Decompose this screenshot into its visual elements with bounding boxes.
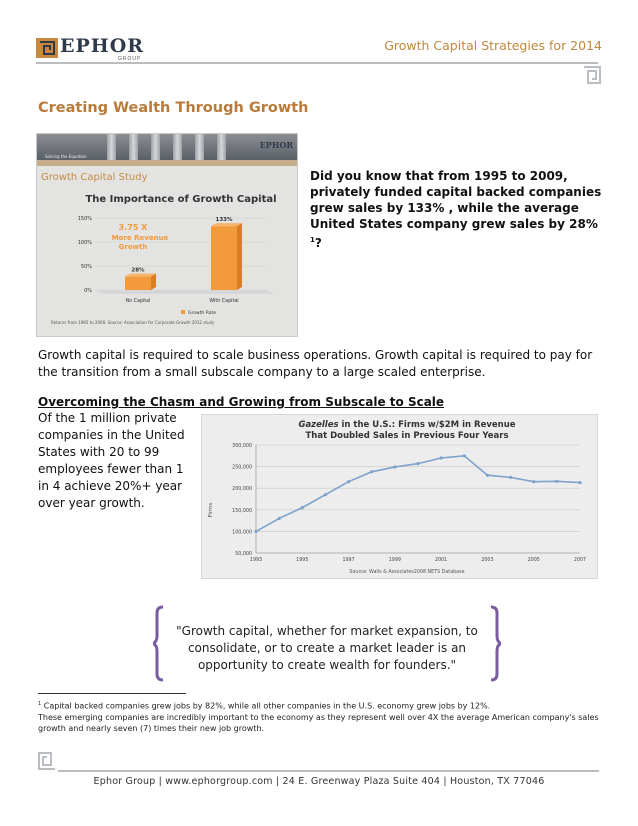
- gazelles-series-line: [256, 456, 580, 532]
- y-tick-label: 250,000: [232, 465, 252, 471]
- data-point: [440, 456, 443, 459]
- data-point: [301, 506, 304, 509]
- x-tick-label: 2001: [435, 558, 448, 563]
- footnote-marker: 1: [38, 701, 42, 707]
- section-title: Creating Wealth Through Growth: [38, 100, 309, 116]
- footer-divider: [58, 770, 599, 772]
- gaz-ylabel: Firms: [208, 502, 214, 518]
- x-tick-label: 2003: [481, 558, 494, 563]
- data-point: [416, 462, 419, 465]
- x-tick-label: 2005: [527, 558, 540, 563]
- gaz-title-line-1: Gazelles in the U.S.: Firms w/$2M in Revenue: [298, 420, 516, 430]
- y-tick-label: 200,000: [232, 487, 252, 493]
- data-point: [555, 480, 558, 483]
- footnote-line-2: These emerging companies are incredibly important to the economy as they represent well over 4X the average American company's sales growth and nearly seven (7) times their new job growth.: [38, 712, 599, 733]
- bar: [125, 277, 151, 290]
- footnote-line-1: Capital backed companies grew jobs by 82%, while all other companies in the U.S. economy grew jobs by 12%.: [41, 701, 491, 711]
- data-point: [393, 465, 396, 468]
- data-point: [509, 476, 512, 479]
- y-tick-label: 0%: [84, 288, 92, 294]
- study-banner-logo: EPHOR: [259, 140, 293, 150]
- x-tick-label: 1999: [388, 558, 401, 563]
- x-tick-label: 1997: [342, 558, 355, 563]
- data-point: [578, 481, 581, 484]
- logo-text: EPHOR: [60, 35, 145, 57]
- footer-text: Ephor Group | www.ephorgroup.com | 24 E. Greenway Plaza Suite 404 | Houston, TX 77046: [93, 776, 545, 787]
- x-tick-label: No Capital: [125, 299, 151, 304]
- x-tick-label: 2007: [573, 558, 587, 563]
- document-title: Growth Capital Strategies for 2014: [384, 38, 602, 53]
- gaz-title-line-2: That Doubled Sales in Previous Four Years: [305, 431, 509, 441]
- y-tick-label: 100,000: [232, 530, 252, 536]
- ephor-logo-mark-icon: [36, 38, 58, 58]
- footnote-divider: [38, 693, 186, 694]
- bar-top: [211, 223, 242, 226]
- y-tick-label: 100%: [77, 240, 92, 246]
- bar-value-label: 28%: [131, 267, 145, 274]
- y-tick-label: 50%: [80, 264, 92, 270]
- data-point: [347, 480, 350, 483]
- pull-quote: [153, 605, 501, 682]
- callout-text: Did you know that from 1995 to 2009, privately funded capital backed companies grew sales by 133% , while the average United States company grew sales by 28% $^1$?: [310, 169, 602, 250]
- callout-footnote-ref: 1: [310, 236, 315, 244]
- y-tick-label: 150,000: [232, 508, 252, 514]
- data-point: [278, 517, 281, 520]
- legend-label: Growth Rate: [188, 311, 217, 316]
- gazelles-line-chart: [202, 415, 597, 578]
- annotation-line-1: 3.75 X: [118, 223, 148, 232]
- growth-capital-bar-chart: [71, 190, 291, 322]
- x-tick-label: 1993: [249, 558, 263, 563]
- x-tick-label: With Capital: [209, 299, 239, 304]
- legend-swatch: [181, 310, 185, 314]
- body-paragraph: Growth capital is required to scale business operations. Growth capital is required to pay for the transition from a small subscale company to a large scaled enterprise.: [38, 348, 593, 379]
- data-point: [324, 493, 327, 496]
- greek-key-ornament-icon: [38, 752, 56, 770]
- logo-subtext: GROUP: [118, 56, 141, 62]
- data-point: [486, 474, 489, 477]
- gazelles-chart-image: [201, 414, 598, 579]
- annotation-line-2: More Revenue: [111, 234, 169, 242]
- data-point: [532, 480, 535, 483]
- data-point: [463, 454, 466, 457]
- quote-text: "Growth capital, whether for market expansion, to consolidate, or to create a market leader is an opportunity to create wealth for founders.": [176, 624, 478, 672]
- data-point: [370, 470, 373, 473]
- study-label: Growth Capital Study: [41, 172, 148, 183]
- sub-heading: Overcoming the Chasm and Growing from Subscale to Scale: [38, 395, 445, 409]
- study-banner: [37, 134, 298, 160]
- bar-value-label: 133%: [215, 217, 233, 224]
- y-tick-label: 150%: [77, 216, 92, 222]
- bar-top: [125, 274, 156, 277]
- header-divider: [36, 62, 598, 64]
- bar: [211, 226, 237, 290]
- x-tick-label: 1995: [296, 558, 309, 563]
- growth-capital-study-image: [36, 133, 298, 337]
- study-footnote: Returns from 1985 to 2009. Source: Association for Corporate Growth 2012 study: [51, 320, 215, 325]
- study-banner-text: Solving the Equation: [45, 154, 87, 159]
- y-tick-label: 50,000: [235, 552, 252, 557]
- footnote: [38, 699, 610, 734]
- greek-key-ornament-icon: [583, 66, 601, 84]
- y-tick-label: 300,000: [232, 444, 252, 449]
- chart-title: The Importance of Growth Capital: [85, 194, 277, 205]
- data-point: [254, 530, 257, 533]
- ephor-logo: [36, 34, 148, 62]
- gaz-source: Source: Walls & Associates2008 NETS Database: [349, 570, 465, 575]
- side-text: Of the 1 million private companies in the United States with 20 to 99 employees fewer than 1 in 4 achieve 20%+ year over year growth.: [38, 411, 185, 510]
- annotation-line-3: Growth: [118, 243, 148, 251]
- chart-floor: [95, 290, 275, 294]
- bar-side: [237, 223, 242, 290]
